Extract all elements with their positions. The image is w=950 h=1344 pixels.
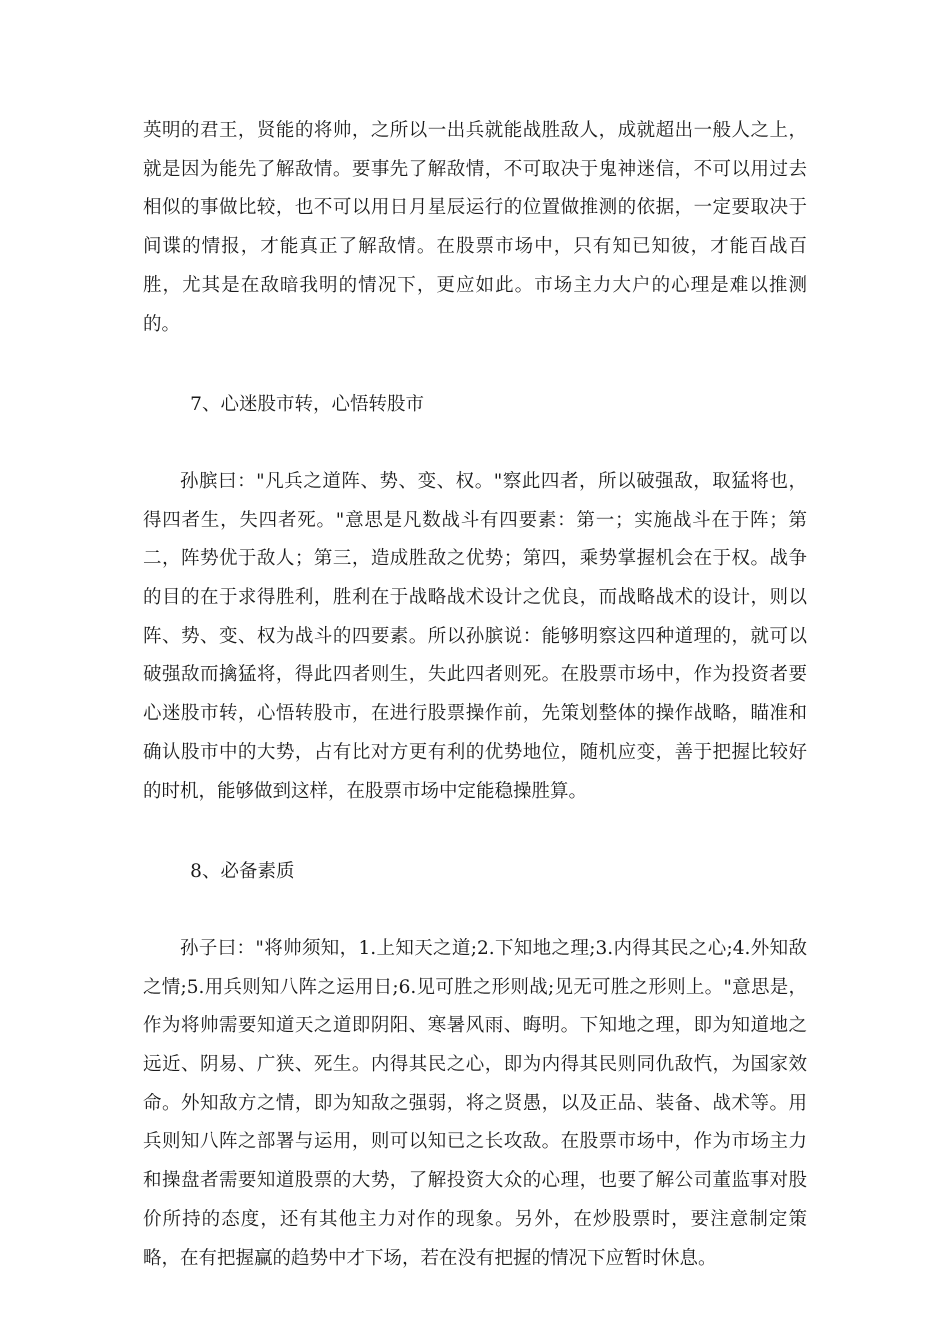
paragraph-intelligence: 英明的君王，贤能的将帅，之所以一出兵就能战胜敌人，成就超出一般人之上，就是因为能先了解敌情。要事先了解敌情，不可取决于鬼神迷信，不可以用过去相似的事做比较，也不可以用日月星辰运行的位置做推测的依据，一定要取决于间谍的情报，才能真正了解敌情。在股票市场中，只有知已知彼，才能百战百胜，尤其是在敌暗我明的情况下，更应如此。市场主力大户的心理是难以推测的。 (143, 120, 807, 335)
paragraph-sun-bin: 孙膑曰："凡兵之道阵、势、变、权。"察此四者，所以破强敌，取猛将也，得四者生，失四者死。"意思是凡数战斗有四要素：第一；实施战斗在于阵；第二，阵势优于敌人；第三，造成胜敌之优势；第四，乘势掌握机会在于权。战争的目的在于求得胜利，胜利在于战略战术设计之优良，而战略战术的设计，则以阵、势、变、权为战斗的四要素。所以孙膑说：能够明察这四种道理的，就可以破强敌而擒猛将，得此四者则生，失此四者则死。在股票市场中，作为投资者要心迷股市转，心悟转股市，在进行股票操作前，先策划整体的操作战略，瞄准和确认股市中的大势，占有比对方更有利的优势地位，随机应变，善于把握比较好的时机，能够做到这样，在股票市场中定能稳操胜算。 (143, 470, 807, 802)
section-heading-8: 8、必备素质 (190, 861, 295, 883)
paragraph-sun-zi: 孙子曰："将帅须知，1.上知天之道;2.下知地之理;3.内得其民之心;4.外知敌之情;5.用兵则知八阵之运用日;6.见可胜之形则战;见无可胜之形则上。"意思是，作为将帅需要知道天之道即阴阳、寒暑风雨、晦明。下知地之理，即为知道地之远近、阴易、广狭、死生。内得其民之心，即为内得其民则同仇敌忾，为国家效命。外知敌方之情，即为知敌之强弱，将之贤愚，以及正品、装备、战术等。用兵则知八阵之部署与运用，则可以知已之长攻敌。在股票市场中，作为市场主力和操盘者需要知道股票的大势，了解投资大众的心理，也要了解公司董监事对股价所持的态度，还有其他主力对作的现象。另外，在炒股票时，要注意制定策略，在有把握赢的趋势中才下场，若在没有把握的情况下应暂时休息。 (143, 937, 807, 1269)
section-heading-7: 7、心迷股市转，心悟转股市 (190, 394, 424, 416)
document-page (143, 112, 807, 1278)
